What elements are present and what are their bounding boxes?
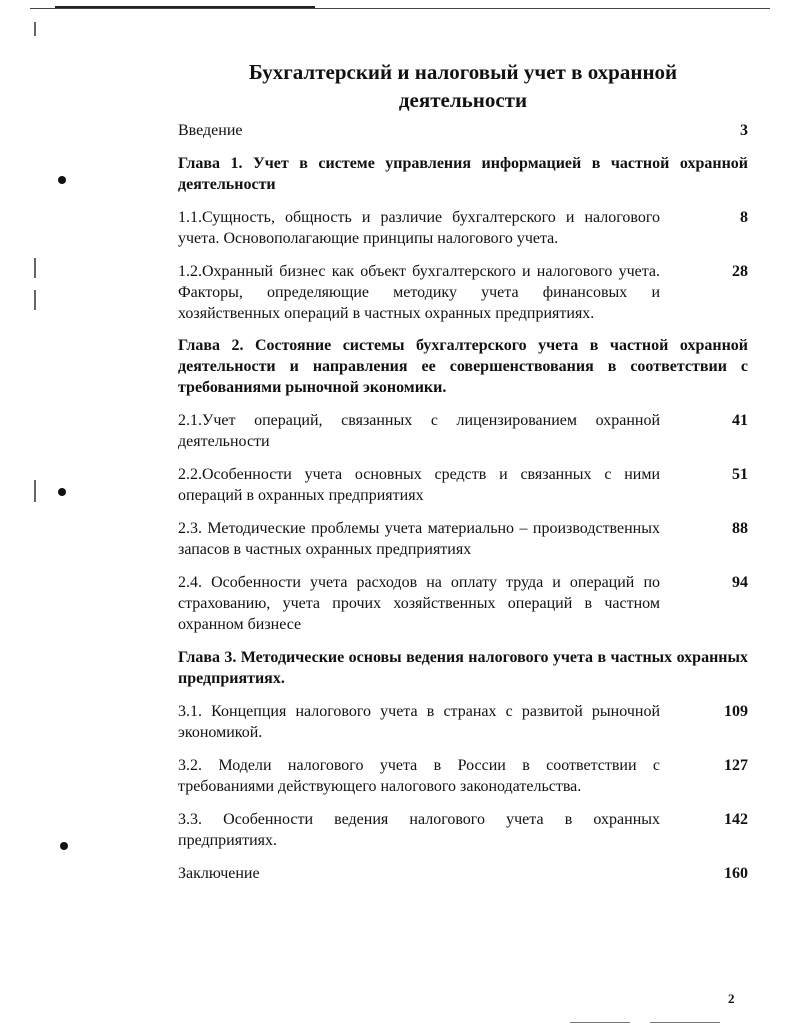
toc-entry-intro [178, 120, 748, 141]
toc-entry-3-1 [178, 701, 748, 743]
toc-entry-1-2 [178, 261, 748, 324]
toc-entry-page: 142 [724, 811, 748, 828]
scan-edge-line [30, 8, 770, 9]
toc-entry-page: 8 [740, 209, 748, 226]
toc-entry-2-4 [178, 572, 748, 635]
toc-entry-text: 2.2.Особенности учета основных средств и связанных с ними операций в охранных предприятиях [178, 466, 660, 504]
toc-chapter-3: Глава 3. Методические основы ведения налогового учета в частных охранных предприятиях. [178, 649, 748, 687]
toc-entry-page: 28 [732, 263, 748, 280]
toc-chapter-1: Глава 1. Учет в системе управления информацией в частной охранной деятельности [178, 155, 748, 193]
toc-entry-page: 160 [724, 865, 748, 882]
toc-entry-2-1 [178, 410, 748, 452]
toc-entry-page: 88 [732, 520, 748, 537]
toc-entry-text: 3.1. Концепция налогового учета в странах с развитой рыночной экономикой. [178, 703, 660, 741]
toc-entry-conclusion [178, 863, 748, 884]
toc-entry-text: 1.1.Сущность, общность и различие бухгалтерского и налогового учета. Основополагающие принципы налогового учета. [178, 209, 660, 247]
table-of-contents [178, 120, 748, 884]
toc-entry-page: 109 [724, 703, 748, 720]
page-number: 2 [728, 991, 735, 1006]
toc-entry-text: 3.2. Модели налогового учета в России в соответствии с требованиями действующего налогового законодательства. [178, 757, 660, 795]
document-title [178, 58, 748, 114]
toc-entry-text: 2.3. Методические проблемы учета материально – производственных запасов в частных охранных предприятиях [178, 520, 660, 558]
toc-entry-2-2 [178, 464, 748, 506]
toc-entry-text: 3.3. Особенности ведения налогового учета в охранных предприятиях. [178, 811, 660, 849]
margin-mark [34, 290, 36, 310]
margin-mark [34, 480, 36, 502]
margin-mark [34, 258, 36, 278]
toc-entry-text: Заключение [178, 865, 260, 882]
toc-entry-text: 2.4. Особенности учета расходов на оплату труда и операций по страхованию, учета прочих хозяйственных операций в частном охранном бизнесе [178, 574, 660, 633]
scan-edge-bottom-left [570, 1022, 630, 1023]
binder-hole-mark [58, 176, 66, 184]
binder-hole-mark [58, 488, 66, 496]
scan-edge-bottom-right [650, 1022, 720, 1023]
toc-entry-page: 127 [724, 757, 748, 774]
toc-entry-text: 2.1.Учет операций, связанных с лицензированием охранной деятельности [178, 412, 660, 450]
margin-mark [34, 22, 36, 36]
toc-chapter-2: Глава 2. Состояние системы бухгалтерского учета в частной охранной деятельности и направления ее совершенствования в соответствии с требованиями рыночной экономики. [178, 337, 748, 396]
toc-entry-page: 94 [732, 574, 748, 591]
toc-entry-text: Введение [178, 122, 243, 139]
title-line-1: Бухгалтерский и налоговый учет в охранной [248, 60, 678, 84]
binder-hole-mark [60, 842, 68, 850]
toc-entry-page: 41 [732, 412, 748, 429]
toc-entry-1-1 [178, 207, 748, 249]
title-line-2: деятельности [398, 88, 528, 112]
toc-entry-3-3 [178, 809, 748, 851]
toc-entry-text: 1.2.Охранный бизнес как объект бухгалтерского и налогового учета. Факторы, определяющие методику учета финансовых и хозяйственных операций в частных охранных предприятиях. [178, 263, 660, 322]
toc-entry-2-3 [178, 518, 748, 560]
toc-entry-page: 51 [732, 466, 748, 483]
toc-entry-page: 3 [740, 122, 748, 139]
scan-edge-line-thick [55, 6, 315, 8]
toc-entry-3-2 [178, 755, 748, 797]
